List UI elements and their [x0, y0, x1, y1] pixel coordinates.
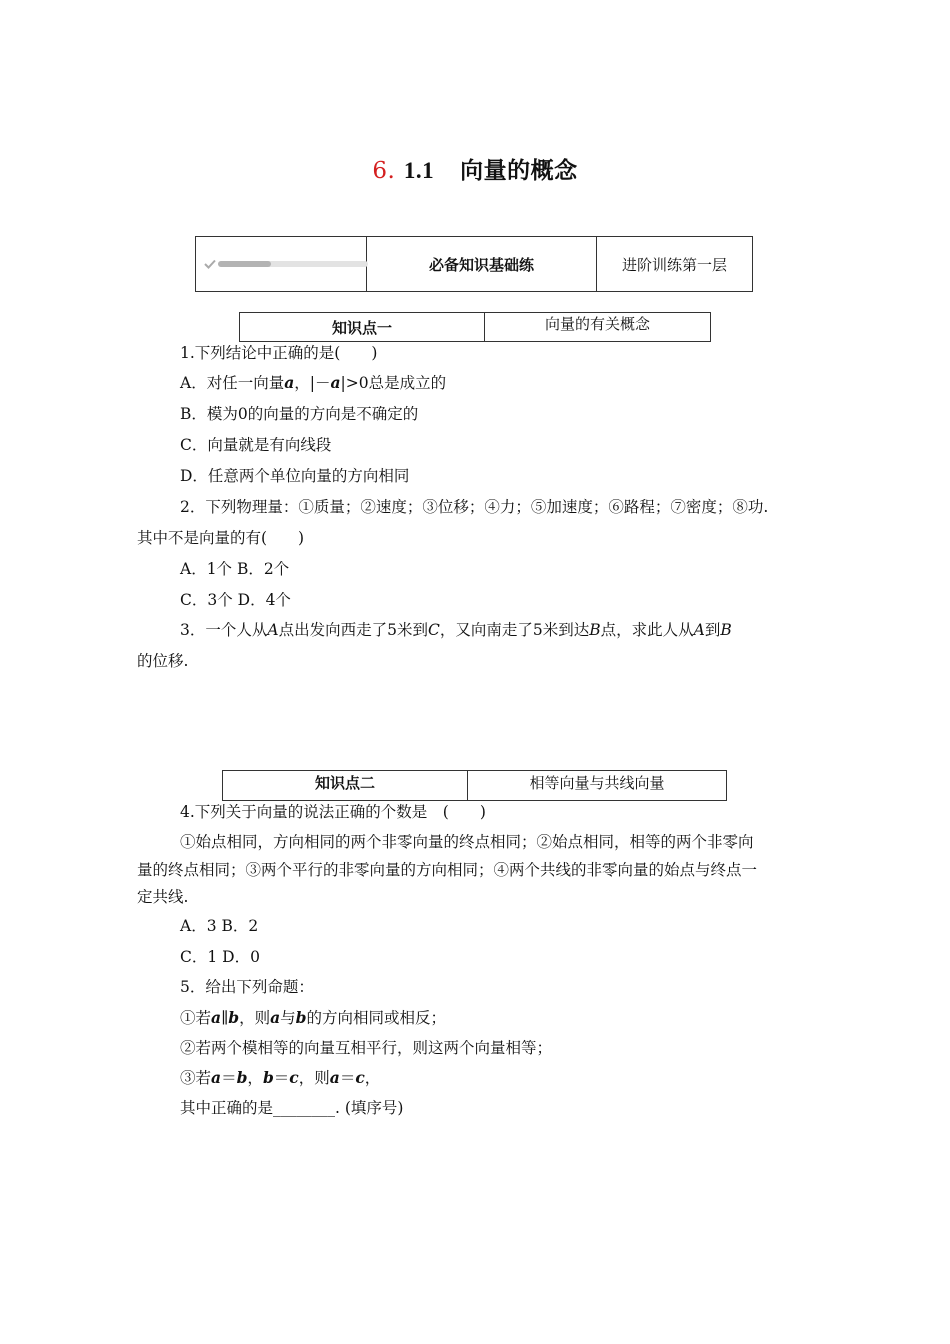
- vector-a: a: [211, 1068, 222, 1087]
- knowledge-point-1-table: [239, 312, 711, 342]
- q1-a-text: |>0总是成立的: [340, 374, 447, 392]
- q5-text: 的方向相同或相反；: [306, 1009, 447, 1027]
- q4-line-1: ①始点相同，方向相同的两个非零向量的终点相同；②始点相同，相等的两个非零向: [180, 833, 754, 851]
- vector-a: a: [284, 373, 295, 392]
- q5-text: ，则: [239, 1009, 271, 1027]
- q1-stem: 1.下列结论中正确的是( ): [180, 344, 378, 362]
- q2-line-2: 其中不是向量的有( ): [137, 529, 305, 547]
- q5-text: ①若: [180, 1009, 212, 1027]
- vector-a: a: [330, 373, 341, 392]
- vector-b: b: [262, 1068, 274, 1087]
- kp1-topic: 向量的有关概念: [544, 315, 650, 333]
- page-title: [0, 152, 950, 185]
- q5-text: ，则: [298, 1069, 330, 1087]
- q5-text: ③若: [180, 1069, 212, 1087]
- section-title: 向量的概念: [460, 157, 578, 184]
- q1-option-a: [180, 373, 446, 393]
- knowledge-point-2-table: [222, 770, 727, 801]
- vector-a: a: [211, 1008, 222, 1027]
- vector-b: b: [236, 1068, 248, 1087]
- kp1-label: 知识点一: [240, 313, 485, 341]
- check-icon: [204, 259, 216, 269]
- q3-line-1: [180, 620, 732, 640]
- q5-text: 与: [280, 1009, 296, 1027]
- section-number-prefix: 6.: [372, 158, 396, 184]
- q4-options-ab: A．3 B．2: [180, 917, 259, 935]
- point-label: B: [589, 621, 601, 639]
- q1-a-text: A．对任一向量: [180, 374, 285, 392]
- header-middle: 必备知识基础练: [367, 237, 597, 291]
- q5-stem: 5．给出下列命题：: [180, 978, 314, 996]
- vector-b: b: [295, 1008, 307, 1027]
- header-right: 进阶训练第一层: [621, 255, 727, 274]
- q4-line-2: 量的终点相同；③两个平行的非零向量的方向相同；④两个共线的非零向量的始点与终点一: [137, 861, 758, 879]
- point-label: C: [427, 621, 440, 639]
- q4-line-3: 定共线.: [137, 888, 189, 906]
- q5-text: ，: [364, 1069, 381, 1087]
- point-label: B: [720, 621, 732, 639]
- q3-text: 3．一个人从: [180, 621, 268, 639]
- vector-c: c: [289, 1068, 299, 1087]
- vector-c: c: [355, 1068, 365, 1087]
- q3-line-2: 的位移.: [137, 652, 189, 670]
- q2-line-1: 2．下列物理量：①质量；②速度；③位移；④力；⑤加速度；⑥路程；⑦密度；⑧功.: [180, 498, 769, 516]
- q4-stem: 4.下列关于向量的说法正确的个数是 ( ): [180, 803, 486, 821]
- q3-text: 点，求此人从: [600, 621, 694, 639]
- vector-a: a: [329, 1068, 340, 1087]
- q1-option-d: D．任意两个单位向量的方向相同: [180, 467, 410, 485]
- q5-item-2: ②若两个模相等的向量互相平行，则这两个向量相等；: [180, 1039, 553, 1057]
- equals-symbol: ＝: [339, 1069, 356, 1087]
- q3-text: ，又向南走了5米到达: [439, 621, 590, 639]
- vector-b: b: [228, 1008, 240, 1027]
- q2-options-cd: C．3个 D．4个: [180, 591, 291, 609]
- q3-text: 到: [704, 621, 721, 639]
- kp2-label: 知识点二: [223, 771, 468, 800]
- q4-options-cd: C．1 D．0: [180, 948, 260, 966]
- q5-text: ，: [247, 1069, 263, 1087]
- q1-option-c: C．向量就是有向线段: [180, 436, 332, 454]
- q5-answer-line: 其中正确的是________. (填序号): [180, 1099, 404, 1117]
- progress-bar: [218, 261, 368, 267]
- kp2-topic: 相等向量与共线向量: [529, 774, 665, 792]
- point-label: A: [693, 621, 705, 639]
- equals-symbol: ＝: [273, 1069, 290, 1087]
- section-number: 1.1: [403, 158, 435, 183]
- q1-a-text: ，|－: [294, 374, 331, 392]
- q2-options-ab: A．1个 B．2个: [180, 560, 290, 578]
- point-label: A: [267, 621, 279, 639]
- parallel-symbol: ∥: [221, 1009, 229, 1027]
- exercise-header-table: [195, 236, 753, 292]
- progress-fill: [218, 261, 271, 267]
- q1-option-b: B．模为0的向量的方向是不确定的: [180, 405, 419, 423]
- q5-item-3: [180, 1068, 380, 1088]
- q5-item-1: [180, 1008, 446, 1028]
- q3-text: 点出发向西走了5米到: [278, 621, 428, 639]
- equals-symbol: ＝: [221, 1069, 237, 1087]
- progress-cell: [196, 237, 367, 291]
- vector-a: a: [270, 1008, 281, 1027]
